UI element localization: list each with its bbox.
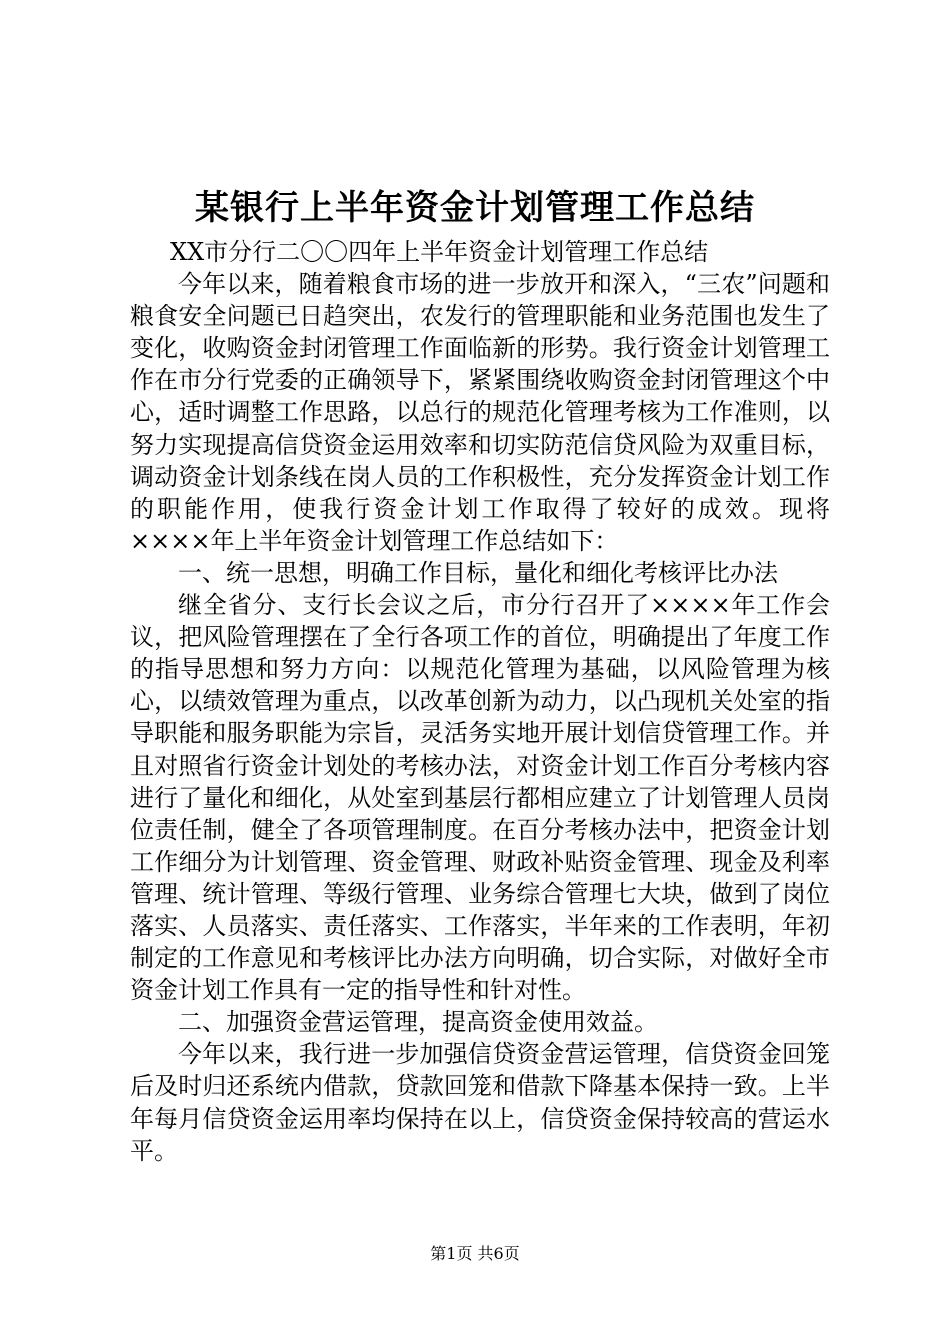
document-title: 某银行上半年资金计划管理工作总结 (195, 188, 755, 228)
paragraph-section-1: 继全省分、支行长会议之后，市分行召开了××××年工作会议，把风险管理摆在了全行各项工作的首位，明确提出了年度工作的指导思想和努力方向：以规范化管理为基础，以风险管理为核心，以绩效管理为重点，以改革创新为动力，以凸现机关处室的指导职能和服务职能为宗旨，灵活务实地开展计划信贷管理工作。并且对照省行资金计划处的考核办法，对资金计划工作百分考核内容进行了量化和细化，从处室到基层行都相应建立了计划管理人员岗位责任制，健全了各项管理制度。在百分考核办法中，把资金计划工作细分为计划管理、资金管理、财政补贴资金管理、现金及利率管理、统计管理、等级行管理、业务综合管理七大块，做到了岗位落实、人员落实、责任落实、工作落实，半年来的工作表明，年初制定的工作意见和考核评比办法方向明确，切合实际，对做好全市资金计划工作具有一定的指导性和针对性。 (130, 591, 830, 1005)
document-body (130, 236, 830, 1167)
section-heading-2: 二、加强资金营运管理，提高资金使用效益。 (178, 1008, 658, 1037)
document-subtitle: XX市分行二〇〇四年上半年资金计划管理工作总结 (170, 238, 709, 266)
paragraph-intro: 今年以来，随着粮食市场的进一步放开和深入，“三农”问题和粮食安全问题已日趋突出，农发行的管理职能和业务范围也发生了变化，收购资金封闭管理工作面临新的形势。我行资金计划管理工作在市分行党委的正确领导下，紧紧围绕收购资金封闭管理这个中心，适时调整工作思路，以总行的规范化管理考核为工作准则，以努力实现提高信贷资金运用效率和切实防范信贷风险为双重目标，调动资金计划条线在岗人员的工作积极性，充分发挥资金计划工作的职能作用，使我行资金计划工作取得了较好的成效。现将××××年上半年资金计划管理工作总结如下： (130, 270, 830, 555)
page-number-footer: 第1页 共6页 (430, 1244, 520, 1263)
section-heading-1: 一、统一思想，明确工作目标，量化和细化考核评比办法 (178, 558, 778, 587)
paragraph-section-2: 今年以来，我行进一步加强信贷资金营运管理，信贷资金回笼后及时归还系统内借款，贷款回笼和借款下降基本保持一致。上半年每月信贷资金运用率均保持在以上，信贷资金保持较高的营运水平。 (130, 1040, 830, 1165)
